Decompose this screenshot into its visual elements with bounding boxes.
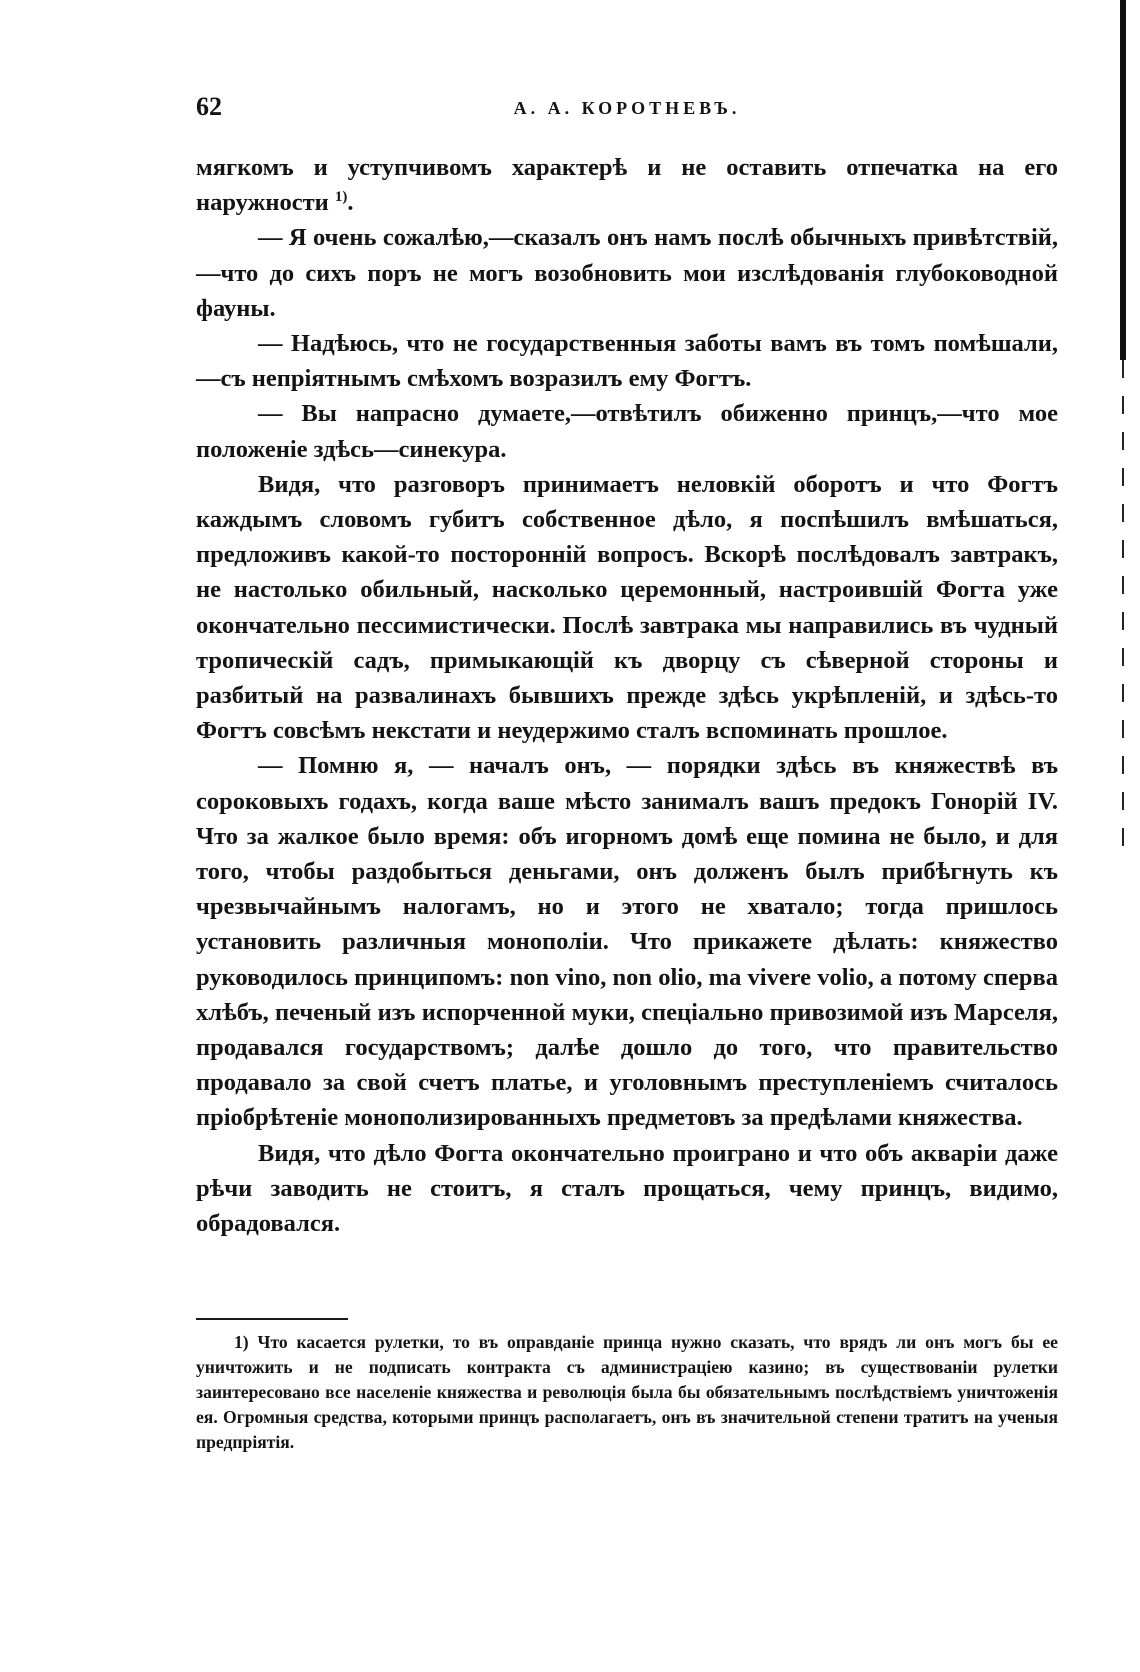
paragraph: — Вы напрасно думаете,—отвѣтилъ обиженно принцъ,—что мое положеніе здѣсь—синекура. [196,400,1058,463]
running-head-author: А. А. КОРОТНЕВЪ. [513,98,741,118]
paragraph: — Надѣюсь, что не государственныя заботы вамъ въ томъ помѣшали,—съ непріятнымъ смѣхомъ возразилъ ему Фогтъ. [196,330,1058,393]
paragraph-end-punct: . [347,189,354,217]
footnote-reference[interactable]: 1) [334,189,348,206]
footnote [196,1330,1058,1455]
footnotes [196,1330,1058,1455]
footnote-divider [196,1318,348,1320]
binding-edge-dashes [1122,360,1124,860]
paragraph: — Помню я, — началъ онъ, — порядки здѣсь въ княжествѣ въ сороковыхъ годахъ, когда ваше мѣсто занималъ вашъ предокъ Гонорій IV. Что за жалкое было время: объ игорномъ домѣ еще помина не было, и для того, чтобы раздобыться деньгами, онъ долженъ былъ прибѣгнуть къ чрезвычайнымъ налогамъ, но и этого не хватало; тогда пришлось установить различныя монополіи. Что прикажете дѣлать: княжество руководилось принципомъ: non vino, non olio, ma vivere volio, а потому сперва хлѣбъ, печеный изъ испорченной муки, спеціально привозимой изъ Марселя, продавался государствомъ; далѣе дошло до того, что правительство продавало за свой счетъ платье, и уголовнымъ преступленіемъ считалось пріобрѣтеніе монополизированныхъ предметовъ за предѣлами княжества. [196,752,1058,1132]
paragraph: Видя, что дѣло Фогта окончательно проиграно и что объ акваріи даже рѣчи заводить не стоитъ, я сталъ прощаться, чему принцъ, видимо, обрадовался. [196,1139,1058,1238]
paragraph: Видя, что разговоръ принимаетъ неловкій оборотъ и что Фогтъ каждымъ словомъ губитъ собственное дѣло, я поспѣшилъ вмѣшаться, предложивъ какой-то посторонній вопросъ. Вскорѣ послѣдовалъ завтракъ, не настолько обильный, насколько церемонный, настроившій Фогта уже окончательно пессимистически. Послѣ завтрака мы направились въ чудный тропическій садъ, примыкающій къ дворцу съ сѣверной стороны и разбитый на развалинахъ бывшихъ прежде здѣсь укрѣпленій, и здѣсь-то Фогтъ совсѣмъ некстати и неудержимо сталъ вспоминать прошлое. [196,470,1058,745]
footnote-marker: 1) [234,1332,249,1352]
paragraph: — Я очень сожалѣю,—сказалъ онъ намъ послѣ обычныхъ привѣтствій,—что до сихъ поръ не могъ возобновить мои изслѣдованія глубоководной фауны. [196,224,1058,322]
main-text [196,150,1058,1241]
paragraph-text: мягкомъ и уступчивомъ характерѣ и не оставить отпечатка на его наружности [196,154,1058,217]
paragraph-continuation [196,150,1058,220]
binding-edge [1120,0,1126,360]
page-number: 62 [196,92,222,121]
footnote-text: Что касается рулетки, то въ оправданіе принца нужно сказать, что врядъ ли онъ могъ бы ее уничтожить и не подписать контракта съ администраціею казино; въ существованіи рулетки заинтересовано все населеніе княжества и революція была бы обязательнымъ послѣдствіемъ уничтоженія ея. Огромныя средства, которыми принцъ располагаетъ, онъ въ значительной степени тратитъ на ученыя предпріятія. [196,1332,1058,1452]
running-head [196,92,1058,128]
